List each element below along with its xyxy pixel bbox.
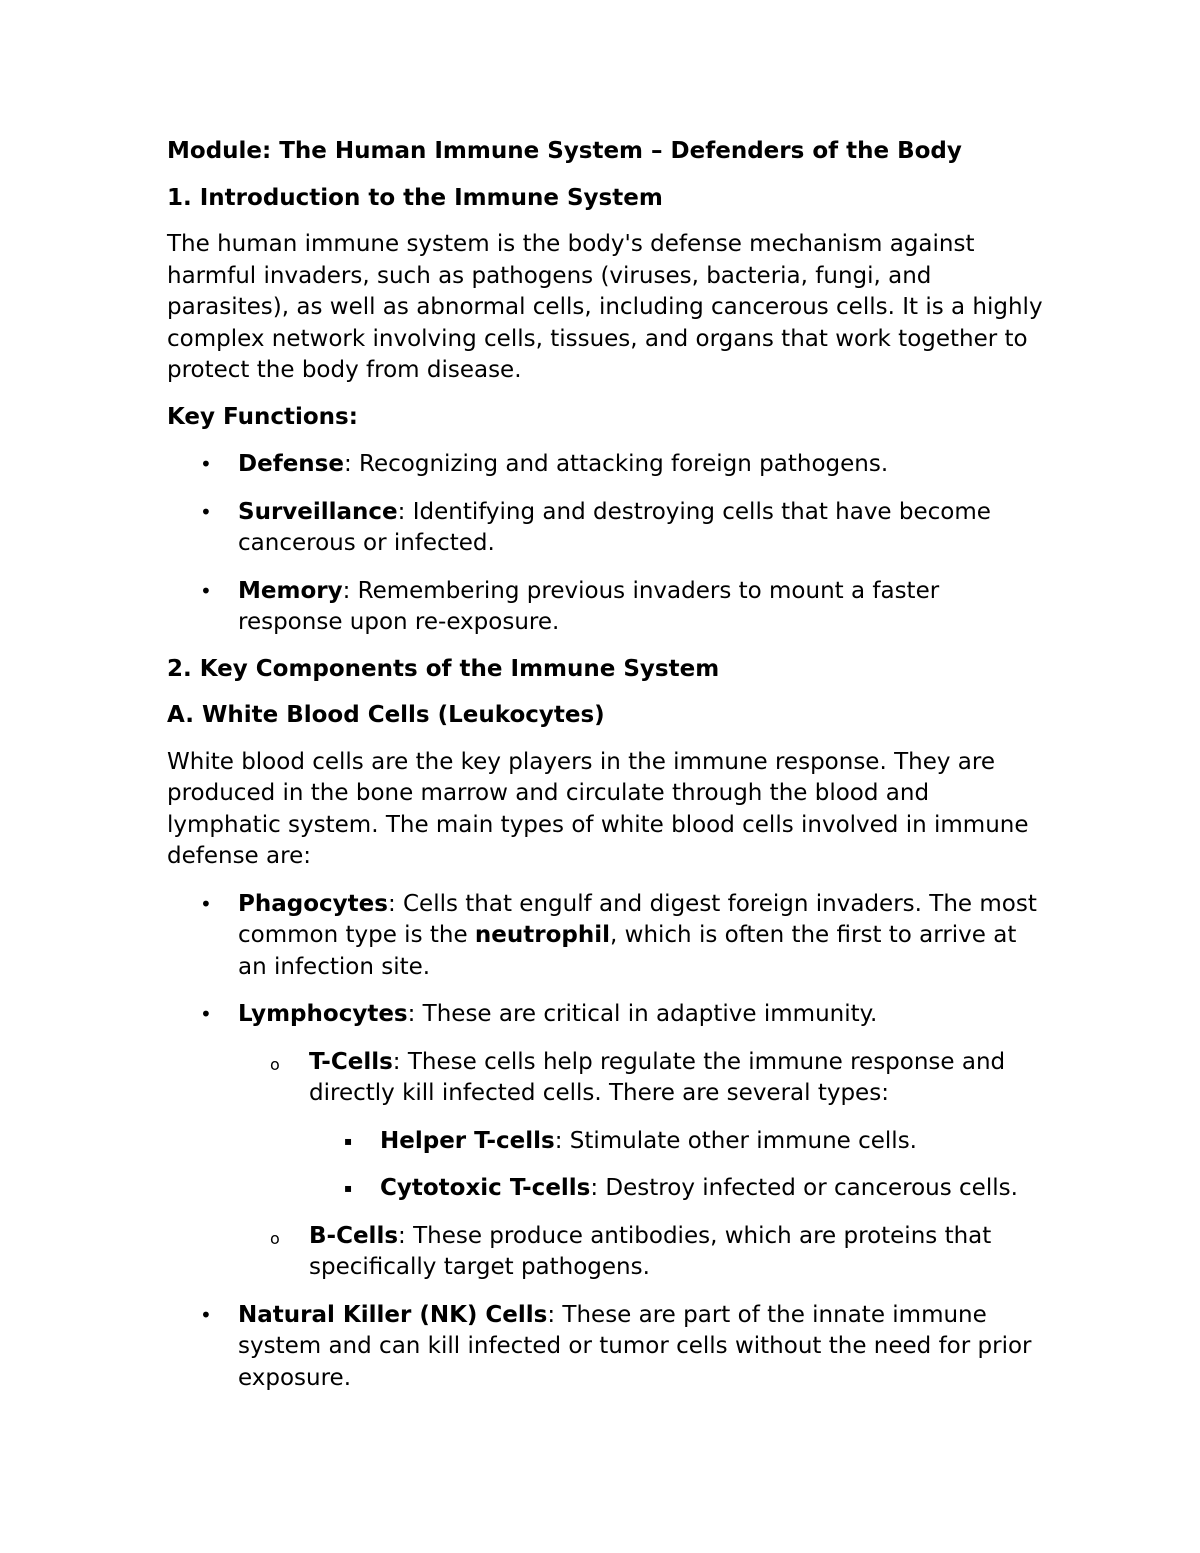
list-item-nk-cells bbox=[167, 1300, 1047, 1395]
text-lymphocytes: : These are critical in adaptive immunity. bbox=[407, 1001, 878, 1027]
bullet-icon: • bbox=[200, 1002, 212, 1026]
term-nk-cells: Natural Killer (NK) Cells bbox=[238, 1301, 548, 1328]
term-lymphocytes: Lymphocytes bbox=[238, 1001, 408, 1027]
list-item-defense bbox=[167, 449, 1047, 481]
term-helper-tcells: Helper T-cells bbox=[380, 1127, 555, 1154]
document-page bbox=[167, 136, 1047, 1394]
bullet-icon: • bbox=[200, 452, 212, 476]
bullet-icon: • bbox=[200, 891, 212, 916]
list-item-cytotoxic-tcells bbox=[309, 1173, 1047, 1205]
list-item-surveillance bbox=[167, 497, 1047, 560]
circle-bullet-icon: o bbox=[270, 1228, 280, 1248]
list-item-memory bbox=[167, 576, 1047, 639]
term-neutrophil: neutrophil bbox=[474, 922, 611, 948]
term-surveillance: Surveillance bbox=[238, 498, 398, 525]
wbc-paragraph: White blood cells are the key players in the immune response. They are produced in the bone marrow and circulate through the blood and lymphatic system. The main types of white blood cells involved in immune defense are: bbox=[167, 748, 1029, 869]
key-functions-heading: Key Functions: bbox=[167, 403, 358, 430]
text-bcells: : These produce antibodies, which are proteins that specifically target pathogens. bbox=[309, 1222, 992, 1280]
list-item-bcells bbox=[238, 1221, 1047, 1284]
list-item-phagocytes bbox=[167, 889, 1047, 984]
section-2-heading: 2. Key Components of the Immune System bbox=[167, 655, 720, 682]
term-tcells: T-Cells bbox=[309, 1048, 393, 1075]
text-cytotoxic-tcells: : Destroy infected or cancerous cells. bbox=[590, 1175, 1018, 1201]
wbc-types-list bbox=[167, 889, 1047, 1395]
text-phagocytes-2: , which is often the first to arrive at an infection site. bbox=[238, 922, 1017, 980]
lymphocyte-types-list bbox=[238, 1047, 1047, 1284]
term-cytotoxic-tcells: Cytotoxic T-cells bbox=[380, 1175, 591, 1201]
document-title: Module: The Human Immune System – Defenders of the Body bbox=[167, 138, 962, 164]
list-item-lymphocytes bbox=[167, 999, 1047, 1284]
text-defense: : Recognizing and attacking foreign pathogens. bbox=[343, 451, 889, 477]
square-bullet-icon: ▪ bbox=[344, 1133, 353, 1148]
term-bcells: B-Cells bbox=[309, 1222, 399, 1249]
circle-bullet-icon: o bbox=[270, 1054, 280, 1074]
section-1-heading: 1. Introduction to the Immune System bbox=[167, 184, 663, 211]
text-memory: : Remembering previous invaders to mount a faster response upon re-exposure. bbox=[238, 577, 940, 635]
term-memory: Memory bbox=[238, 577, 343, 604]
intro-paragraph: The human immune system is the body's defense mechanism against harmful invaders, such as pathogens (viruses, bacteria, fungi, and parasites), as well as abnormal cells, including cancerous cells. It is a highly complex network involving cells, tissues, and organs that work together to protect the body from disease. bbox=[167, 231, 1043, 383]
text-helper-tcells: : Stimulate other immune cells. bbox=[554, 1127, 917, 1154]
list-item-tcells bbox=[238, 1047, 1047, 1205]
text-nk-cells: : These are part of the innate immune system and can kill infected or tumor cells without the need for prior exposure. bbox=[238, 1301, 1032, 1391]
list-item-helper-tcells bbox=[309, 1126, 1047, 1158]
bullet-icon: • bbox=[200, 578, 212, 603]
bullet-icon: • bbox=[200, 499, 212, 524]
subsection-a-heading: A. White Blood Cells (Leukocytes) bbox=[167, 702, 605, 728]
text-surveillance: : Identifying and destroying cells that have become cancerous or infected. bbox=[238, 498, 991, 556]
square-bullet-icon: ▪ bbox=[344, 1181, 353, 1195]
bullet-icon: • bbox=[200, 1302, 212, 1327]
term-phagocytes: Phagocytes bbox=[238, 890, 388, 917]
term-defense: Defense bbox=[238, 451, 344, 477]
tcell-types-list bbox=[309, 1126, 1047, 1205]
text-tcells: : These cells help regulate the immune response and directly kill infected cells. There are several types: bbox=[309, 1048, 1006, 1106]
key-functions-list bbox=[167, 449, 1047, 639]
text-phagocytes-1: : Cells that engulf and digest foreign invaders. The most common type is the bbox=[238, 890, 1037, 948]
